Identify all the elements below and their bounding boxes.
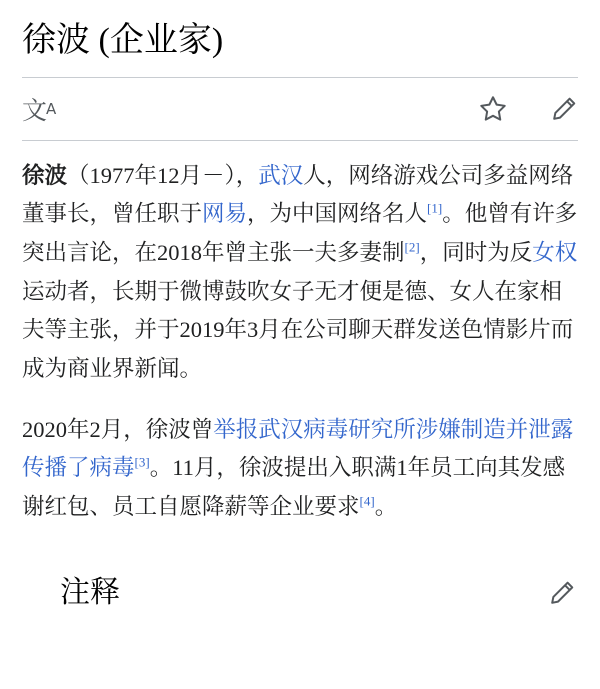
reference-marker[interactable] xyxy=(405,239,420,254)
reference-link[interactable]: [4] xyxy=(359,493,375,509)
toolbar-right-group xyxy=(478,94,578,124)
language-icon-a: A xyxy=(46,99,56,118)
edit-pencil-icon[interactable] xyxy=(550,95,578,123)
reference-link[interactable]: [3] xyxy=(134,454,150,470)
paragraph-text: （1977年12月－）， xyxy=(67,162,259,188)
section-heading-notes: 注释 xyxy=(60,575,120,609)
second-paragraph xyxy=(22,411,578,527)
paragraph-text: ，为中国网络名人 xyxy=(247,201,428,227)
reference-marker[interactable] xyxy=(360,494,375,509)
paragraph-text: 2020年2月，徐波曾 xyxy=(22,416,214,442)
paragraph-text: ，同时为反 xyxy=(419,239,533,265)
title-area xyxy=(0,0,600,77)
lead-paragraph xyxy=(22,157,578,389)
article-body xyxy=(0,157,600,527)
page-title: 徐波 (企业家) xyxy=(22,22,224,59)
article-subject-bold: 徐波 xyxy=(22,162,68,188)
reference-marker[interactable] xyxy=(427,201,442,216)
language-icon[interactable]: 文 A xyxy=(22,95,56,125)
toolbar-left-group xyxy=(22,91,55,127)
reference-link[interactable]: [2] xyxy=(404,239,420,255)
wiki-link[interactable]: 武汉 xyxy=(258,162,304,188)
section-edit-pencil-icon[interactable] xyxy=(548,579,578,611)
paragraph-text: 运动者，长期于微博鼓吹女子无才便是德、女人在家相夫等主张，并于2019年3月在公司聊天群发送色情影片而成为商业界新闻。 xyxy=(22,278,574,381)
toolbar-divider xyxy=(22,140,578,141)
star-icon[interactable] xyxy=(478,94,508,124)
paragraph-text: 。 xyxy=(374,494,398,519)
wiki-link[interactable]: 网易 xyxy=(202,201,248,227)
paragraph-text: 人，网络游戏公司多益网络董事长，曾任职于 xyxy=(22,162,574,227)
paragraph-text: 。他曾有许多突出言论，在2018年曾主张一夫多妻制 xyxy=(22,201,578,265)
section-notes-header xyxy=(0,549,600,611)
article-toolbar xyxy=(0,78,600,140)
wiki-link[interactable]: 举报武汉病毒研究所涉嫌制造并泄露传播了病毒 xyxy=(22,416,574,481)
reference-marker[interactable] xyxy=(135,455,150,470)
reference-link[interactable]: [1] xyxy=(427,200,443,216)
paragraph-text: 。11月，徐波提出入职满1年员工向其发感谢红包、员工自愿降薪等企业要求 xyxy=(22,455,566,519)
wiki-link[interactable]: 女权 xyxy=(532,239,578,265)
